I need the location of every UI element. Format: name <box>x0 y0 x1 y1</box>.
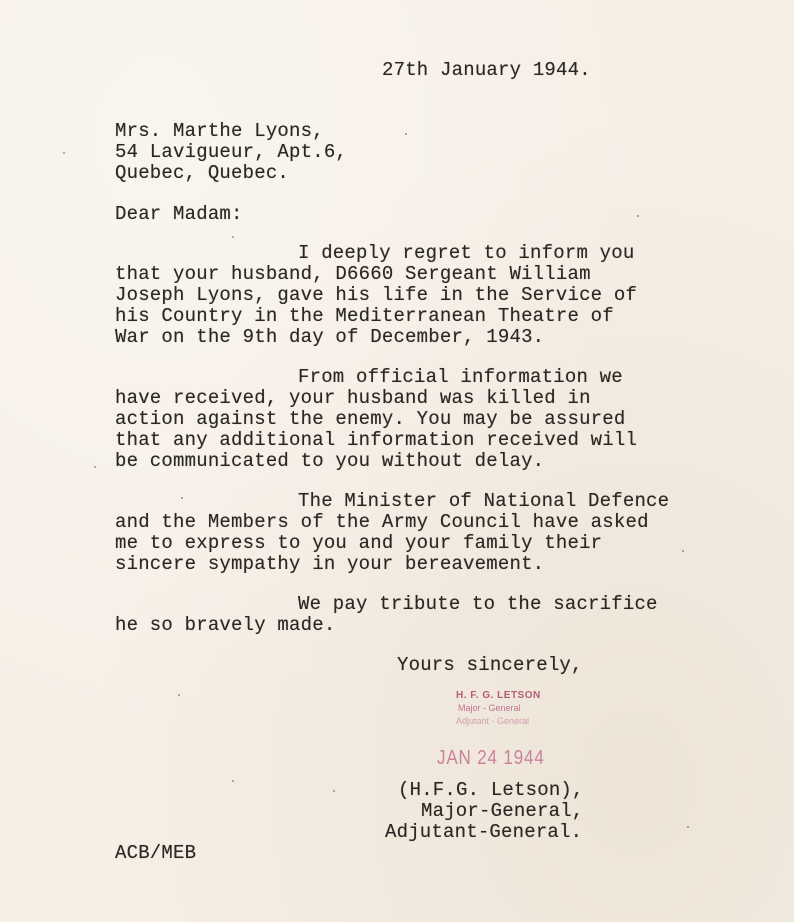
paragraph-1-line-3: Joseph Lyons, gave his life in the Service of <box>115 284 638 306</box>
paragraph-2-line-5: be communicated to you without delay. <box>115 450 545 472</box>
paper-speck <box>405 133 407 135</box>
paragraph-2-line-3: action against the enemy. You may be assured <box>115 408 626 430</box>
paper-speck <box>178 694 180 696</box>
paper-speck <box>682 550 684 552</box>
address-line-city: Quebec, Quebec. <box>115 162 290 184</box>
paragraph-3-line-1: The Minister of National Defence <box>298 490 670 512</box>
paragraph-2-line-4: that any additional information received will <box>115 429 638 451</box>
closing: Yours sincerely, <box>397 654 583 676</box>
signature-stamp-rank: Major - General <box>458 703 521 713</box>
paper-speck <box>232 780 234 782</box>
paragraph-4-line-1: We pay tribute to the sacrifice <box>298 593 658 615</box>
reference-initials: ACB/MEB <box>115 842 197 864</box>
paper-speck <box>637 215 639 217</box>
paragraph-1-line-1: I deeply regret to inform you <box>298 242 635 264</box>
address-line-street: 54 Lavigueur, Apt.6, <box>115 141 348 163</box>
paragraph-2-line-2: have received, your husband was killed in <box>115 387 591 409</box>
paragraph-1-line-2: that your husband, D6660 Sergeant William <box>115 263 591 285</box>
paragraph-3-line-4: sincere sympathy in your bereavement. <box>115 553 545 575</box>
salutation: Dear Madam: <box>115 203 243 225</box>
signatory-post: Adjutant-General. <box>385 821 583 843</box>
paper-speck <box>333 790 335 792</box>
signature-stamp-post: Adjutant - General <box>456 716 530 726</box>
paragraph-3-line-2: and the Members of the Army Council have asked <box>115 511 649 533</box>
paragraph-2-line-1: From official information we <box>298 366 623 388</box>
signatory-rank: Major-General, <box>421 800 584 822</box>
paper-speck <box>232 236 234 238</box>
paragraph-4-line-2: he so bravely made. <box>115 614 336 636</box>
paper-speck <box>94 466 96 468</box>
signatory-name: (H.F.G. Letson), <box>398 779 584 801</box>
paragraph-1-line-4: his Country in the Mediterranean Theatre of <box>115 305 614 327</box>
received-date-stamp: JAN 24 1944 <box>437 747 545 769</box>
letter-date: 27th January 1944. <box>382 59 591 81</box>
paragraph-1-line-5: War on the 9th day of December, 1943. <box>115 326 545 348</box>
paper-speck <box>63 152 65 154</box>
paper-speck <box>687 826 689 828</box>
paper-speck <box>181 497 183 499</box>
signature-stamp-name: H. F. G. LETSON <box>456 690 541 701</box>
paragraph-3-line-3: me to express to you and your family their <box>115 532 603 554</box>
address-line-name: Mrs. Marthe Lyons, <box>115 120 324 142</box>
